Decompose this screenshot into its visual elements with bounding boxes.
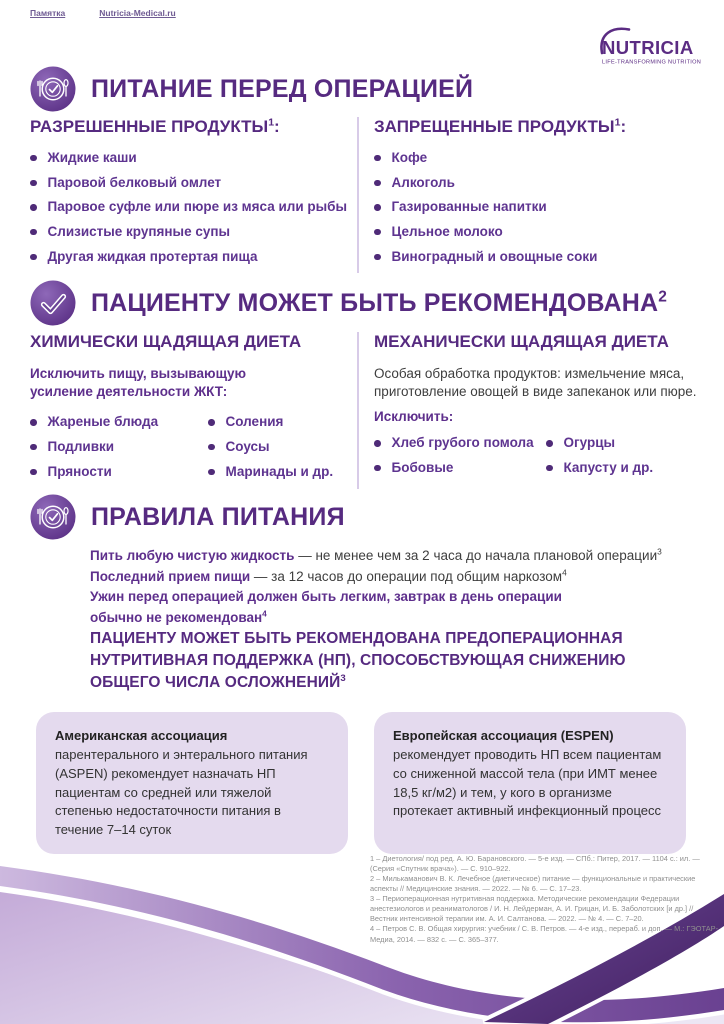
bullet-icon [30, 419, 37, 426]
list-item [374, 249, 696, 265]
list-item [374, 150, 696, 166]
list-item-label: Пряности [47, 463, 112, 479]
recommendation-line: НУТРИТИВНАЯ ПОДДЕРЖКА (НП), СПОСОБСТВУЮЩАЯ СНИЖЕНИЮ [90, 652, 626, 669]
list-item-label: Слизистые крупяные супы [47, 224, 231, 240]
nutricia-logo [594, 24, 714, 72]
list-item [30, 439, 208, 455]
section2-title-text: ПАЦИЕНТУ МОЖЕТ БЫТЬ РЕКОМЕНДОВАНА [91, 288, 659, 317]
nutricia-medical-link[interactable]: Nutricia-Medical.ru [99, 8, 176, 18]
list-item [208, 464, 333, 480]
list-item [30, 224, 357, 240]
list-item [374, 435, 546, 451]
reference-item: 4 – Петров С. В. Общая хирургия: учебник / С. В. Петров. — 4-е изд., перераб. и доп. — М.: ГЭОТАР-Медиа, 2014. — 832 с. — С. 365–377. [370, 924, 719, 944]
recommendation-line: ПАЦИЕНТУ МОЖЕТ БЫТЬ РЕКОМЕНДОВАНА ПРЕДОПЕРАЦИОННАЯ [90, 630, 623, 647]
rule-line [90, 567, 670, 588]
bullet-icon [30, 229, 37, 236]
heading-footnote-ref: 1 [268, 116, 275, 129]
top-links [30, 8, 176, 18]
list-item [30, 150, 357, 166]
list-item-label: Паровое суфле или пюре из мяса или рыбы [47, 199, 348, 215]
rule-lead: Пить любую чистую жидкость [90, 548, 295, 563]
list-item [374, 224, 696, 240]
bullet-icon [30, 204, 37, 211]
section3-title: ПРАВИЛА ПИТАНИЯ [91, 502, 345, 531]
meal-check-icon [30, 494, 76, 540]
list-item-label: Виноградный и овощные соки [391, 248, 598, 264]
mechanical-diet-heading: МЕХАНИЧЕСКИ ЩАДЯЩАЯ ДИЕТА [374, 332, 669, 351]
espen-box-lead: Европейская ассоциация (ESPEN) [393, 728, 614, 743]
list-item-label: Капусту и др. [563, 460, 654, 476]
list-item-label: Кофе [391, 150, 428, 165]
section-recommended-diets [30, 280, 667, 326]
rule-lead: Последний прием пищи [90, 568, 251, 584]
bullet-icon [30, 469, 37, 476]
nutrition-support-recommendation [90, 628, 670, 694]
pamyatka-link[interactable]: Памятка [30, 8, 66, 18]
allowed-products-heading [30, 117, 357, 137]
list-item-label: Подливки [47, 439, 115, 455]
list-item [546, 460, 653, 476]
mechanical-list-2 [546, 435, 653, 484]
heading-suffix: : [620, 117, 627, 136]
recommendation-line: ОБЩЕГО ЧИСЛА ОСЛОЖНЕНИЙ [90, 674, 341, 691]
list-item [30, 175, 357, 191]
chemical-diet-lists [30, 414, 357, 488]
list-item [546, 435, 653, 451]
logo-tagline: LIFE-TRANSFORMING NUTRITION [602, 59, 702, 66]
list-item-label: Другая жидкая протертая пища [47, 248, 258, 264]
list-item-label: Цельное молоко [391, 224, 503, 240]
list-item [208, 414, 333, 430]
bullet-icon [30, 254, 37, 261]
bullet-icon [30, 155, 37, 162]
list-item [208, 439, 333, 455]
exclude-label: Исключить: [374, 409, 454, 425]
rule-lead: Ужин перед операцией должен быть легким, завтрак в день операции [90, 589, 562, 604]
forbidden-products-list [374, 150, 696, 265]
meal-check-icon [30, 66, 76, 112]
aspen-box-lead: Американская ассоциация [55, 728, 228, 743]
chemical-diet-intro: Исключить пищу, вызывающую усиление деятельности ЖКТ: [30, 366, 247, 400]
rule-line [90, 587, 670, 628]
reference-item: 1 – Диетология/ под ред. А. Ю. Барановского. — 5-е изд. — СПб.: Питер, 2017. — 1104 с.: ил. — (Серия «Спутник врача»). — С. 910–922. [370, 854, 700, 874]
list-item [30, 249, 357, 265]
list-item-label: Хлеб грубого помола [391, 435, 534, 451]
list-item-label: Соусы [225, 439, 270, 455]
heading-suffix: : [274, 117, 280, 136]
bullet-icon [208, 444, 215, 451]
list-item [374, 175, 696, 191]
rule-footnote-ref: 4 [262, 608, 267, 618]
forbidden-products-column [357, 117, 696, 273]
bullet-icon [208, 419, 215, 426]
forbidden-products-heading [374, 117, 696, 137]
bullet-icon [374, 440, 381, 447]
chemical-list-2 [208, 414, 333, 488]
list-item-label: Маринады и др. [225, 463, 334, 479]
reference-item: 3 – Периоперационная нутритивная поддержка. Методические рекомендации Федерации анестезиологов и реаниматологов / И. Н. Лейдерман, А. И. Грицан, И. Б. Заболотских [и др.] // Вестник интенсивной терапии им. А. И. Салтанова. — 2022. — № 4. — С. 7–20. [370, 894, 694, 924]
heading-text: РАЗРЕШЕННЫЕ ПРОДУКТЫ [30, 117, 269, 136]
mechanical-diet-column [357, 332, 710, 489]
mechanical-diet-lists [374, 435, 710, 484]
bullet-icon [374, 254, 381, 261]
section-nutrition-before-surgery [30, 66, 473, 112]
association-boxes [36, 712, 686, 854]
reference-item: 2 – Милькаманович В. К. Лечебное (диетическое) питание — функциональные и практические аспекты // Медицинские знания. — 2022. — № 6. — С. 17–23. [370, 874, 696, 894]
rule-rest: — за 12 часов до операции под общим наркозом [250, 568, 563, 584]
references [370, 854, 720, 945]
mechanical-list-1 [374, 435, 546, 484]
list-item-label: Газированные напитки [391, 199, 547, 215]
bullet-icon [208, 469, 215, 476]
espen-box [374, 712, 686, 854]
bullet-icon [546, 465, 553, 472]
section2-title [91, 289, 667, 318]
rule-rest: — не менее чем за 2 часа до начала плановой операции [294, 548, 658, 563]
check-icon [30, 280, 76, 326]
heading-footnote-ref: 1 [614, 116, 621, 129]
section-eating-rules [30, 494, 345, 540]
rule-line [90, 546, 670, 567]
list-item [374, 199, 696, 215]
chemical-diet-column [30, 332, 357, 489]
bullet-icon [374, 229, 381, 236]
aspen-box [36, 712, 348, 854]
logo-wordmark: NUTRICIA [602, 37, 694, 58]
diet-columns [30, 332, 696, 489]
allowed-products-column [30, 117, 357, 273]
rule-lead: обычно не рекомендован [90, 609, 263, 625]
recommendation-footnote-ref: 3 [340, 672, 346, 684]
chemical-diet-heading: ХИМИЧЕСКИ ЩАДЯЩАЯ ДИЕТА [30, 332, 302, 351]
list-item-label: Паровой белковый омлет [47, 174, 222, 190]
bullet-icon [374, 204, 381, 211]
bullet-icon [374, 180, 381, 187]
nutricia-logo-graphic [594, 24, 714, 72]
list-item [30, 199, 357, 215]
list-item [30, 464, 208, 480]
list-item-label: Бобовые [391, 460, 454, 476]
list-item-label: Жареные блюда [47, 414, 159, 430]
section1-title: ПИТАНИЕ ПЕРЕД ОПЕРАЦИЕЙ [91, 74, 474, 103]
mechanical-diet-intro: Особая обработка продуктов: измельчение мяса, приготовление овощей в виде запеканок или пюре. [374, 366, 697, 400]
bullet-icon [374, 155, 381, 162]
bullet-icon [374, 465, 381, 472]
list-item-label: Алкоголь [391, 174, 455, 190]
rule-footnote-ref: 3 [657, 546, 662, 557]
products-columns [30, 117, 696, 273]
bullet-icon [30, 180, 37, 187]
heading-text: ЗАПРЕЩЕННЫЕ ПРОДУКТЫ [374, 117, 615, 136]
section2-footnote-ref: 2 [658, 288, 668, 306]
bullet-icon [546, 440, 553, 447]
bullet-icon [30, 444, 37, 451]
aspen-box-text: парентерального и энтерального питания (ASPEN) рекомендует назначать НП пациентам со средней или тяжелой степенью недостаточности питания в течение 7–14 суток [55, 746, 308, 838]
list-item-label: Соления [225, 414, 284, 430]
chemical-list-1 [30, 414, 208, 488]
list-item [374, 460, 546, 476]
rule-footnote-ref: 4 [562, 567, 567, 577]
eating-rules-text [90, 546, 670, 628]
list-item [30, 414, 208, 430]
espen-box-text: рекомендует проводить НП всем пациентам со сниженной массой тела (при ИМТ менее 18,5 кг/м2) и тем, у кого в организме протекает активный инфекционный процесс [393, 746, 662, 819]
allowed-products-list [30, 150, 357, 265]
list-item-label: Жидкие каши [47, 150, 137, 165]
list-item-label: Огурцы [563, 435, 616, 451]
